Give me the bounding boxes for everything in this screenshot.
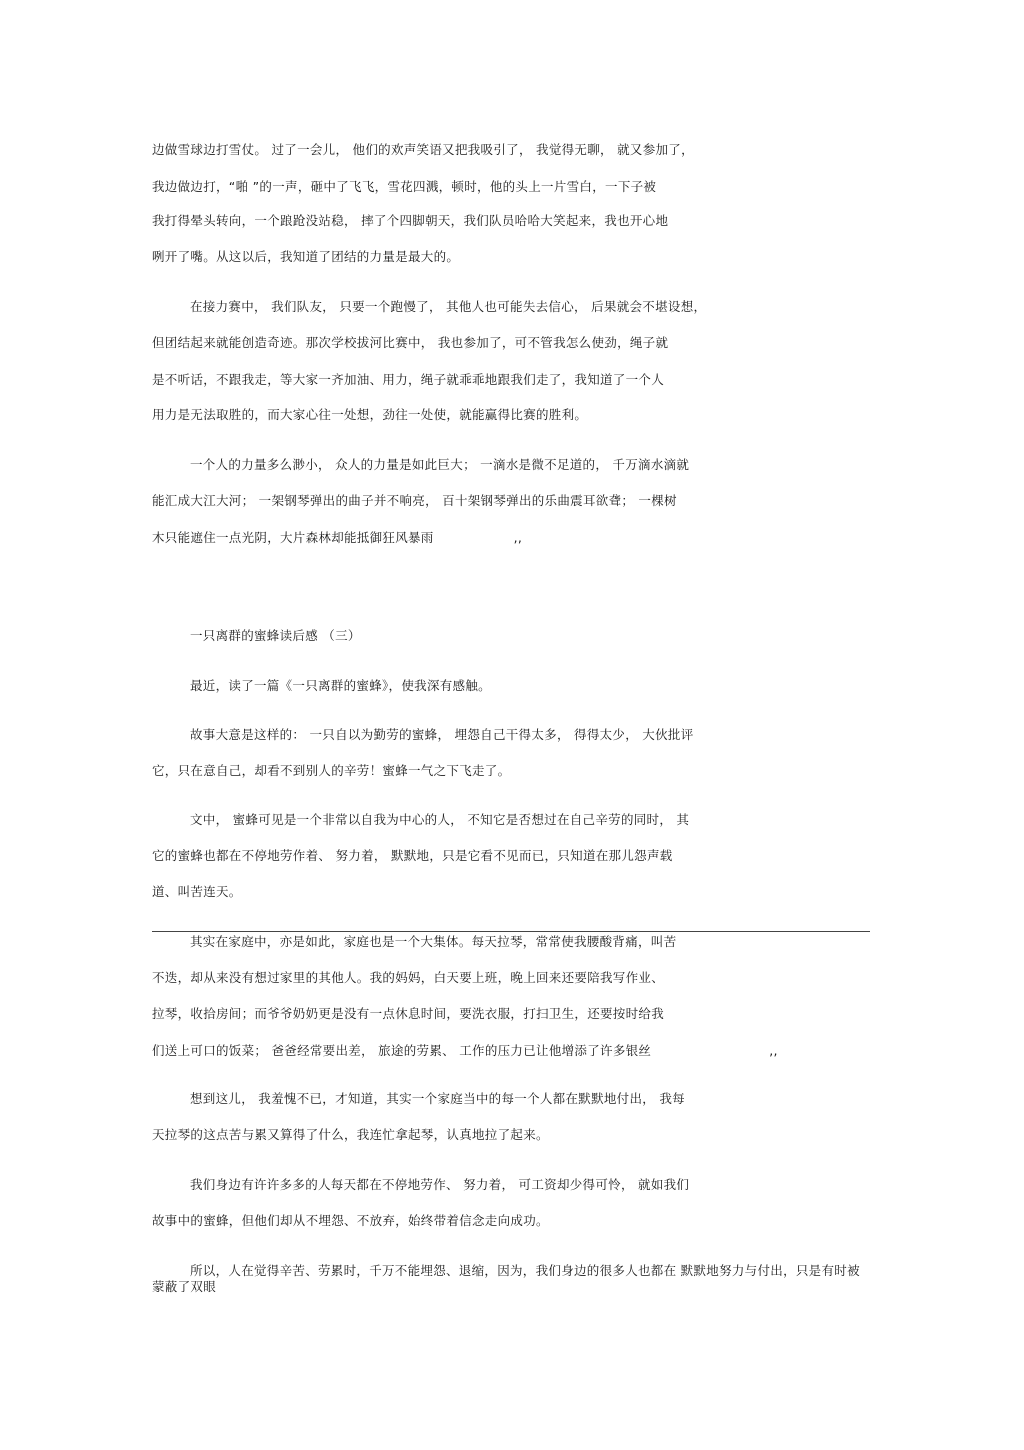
paragraph-7-line-3: 拉琴，收拾房间；而爷爷奶奶更是没有一点休息时间，要洗衣服，打扫卫生，还要按时给我 [152,1006,665,1021]
paragraph-7-line-1: 其实在家庭中，亦是如此，家庭也是一个大集体。每天拉琴，常常使我腰酸背痛，叫苦 [190,934,677,949]
paragraph-4-line-1: 最近，读了一篇《一只离群的蜜蜂》，使我深有感触。 [190,678,491,693]
paragraph-2-line-2: 但团结起来就能创造奇迹。那次学校拔河比赛中， 我也参加了，可不管我怎么使劲，绳子就 [152,335,669,350]
paragraph-8-line-2: 天拉琴的这点苦与累又算得了什么，我连忙拿起琴，认真地拉了起来。 [152,1127,549,1142]
paragraph-10: 所以，人在觉得辛苦、劳累时，千万不能埋怨、退缩，因为，我们身边的很多人也都在 默默地努力与付出，只是有时被蒙蔽了双眼 [152,1263,860,1294]
paragraph-5-line-1: 故事大意是这样的： 一只自以为勤劳的蜜蜂， 埋怨自己干得太多， 得得太少， 大伙批评 [190,727,694,742]
paragraph-2-line-3: 是不听话，不跟我走，等大家一齐加油、用力，绳子就乖乖地跟我们走了，我知道了一个人 [152,372,665,387]
paragraph-9-line-2: 故事中的蜜蜂，但他们却从不埋怨、不放弃，始终带着信念走向成功。 [152,1213,549,1228]
paragraph-5-line-2: 它，只在意自己，却看不到别人的辛劳！蜜蜂一气之下飞走了。 [152,763,511,778]
section-title: 一只离群的蜜蜂读后感 （三） [190,628,361,643]
paragraph-1-line-2: 我边做边打，“啪 ”的一声，砸中了飞飞，雪花四溅，顿时，他的头上一片雪白，一下子被 [152,179,657,194]
paragraph-2-line-1: 在接力赛中， 我们队友， 只要一个跑慢了， 其他人也可能失去信心， 后果就会不堪设想， [190,299,707,314]
paragraph-7-line-2: 不迭，却从来没有想过家里的其他人。我的妈妈，白天要上班，晚上回来还要陪我写作业、 [152,970,665,985]
paragraph-3-line-1: 一个人的力量多么渺小， 众人的力量是如此巨大； 一滴水是微不足道的， 千万滴水滴就 [190,457,690,472]
paragraph-7-line-4-text: 们送上可口的饭菜； 爸爸经常要出差， 旅途的劳累、 工作的压力已让他增添了许多银丝 [152,1043,652,1058]
paragraph-7-tail: ,, [769,1043,778,1058]
paragraph-3-line-2: 能汇成大江大河； 一架钢琴弹出的曲子并不响亮， 百十架钢琴弹出的乐曲震耳欲聋； 一棵树 [152,493,677,508]
paragraph-1-line-4: 咧开了嘴。从这以后，我知道了团结的力量是最大的。 [152,249,460,264]
horizontal-divider [152,931,870,932]
paragraph-3-line-3 [152,530,522,546]
paragraph-6-line-1: 文中， 蜜蜂可见是一个非常以自我为中心的人， 不知它是否想过在自己辛劳的同时， 其 [190,812,690,827]
paragraph-3-line-3-text: 木只能遮住一点光阴，大片森林却能抵御狂风暴雨 [152,530,434,545]
paragraph-1-line-3: 我打得晕头转向，一个踉跄没站稳， 摔了个四脚朝天，我们队员哈哈大笑起来，我也开心地 [152,213,669,228]
paragraph-3-tail: ,, [513,530,523,545]
paragraph-6-line-2: 它的蜜蜂也都在不停地劳作着、 努力着， 默默地，只是它看不见而已，只知道在那儿怨声载 [152,848,673,863]
paragraph-9-line-1: 我们身边有许许多多的人每天都在不停地劳作、 努力着， 可工资却少得可怜， 就如我们 [190,1177,690,1192]
paragraph-8-line-1: 想到这儿， 我羞愧不已，才知道，其实一个家庭当中的每一个人都在默默地付出， 我每 [190,1091,685,1106]
paragraph-6-line-3: 道、叫苦连天。 [152,884,242,899]
paragraph-1-line-1: 边做雪球边打雪仗。 过了一会儿， 他们的欢声笑语又把我吸引了， 我觉得无聊， 就又参加了， [152,142,694,157]
paragraph-7-line-4 [152,1043,778,1059]
paragraph-2-line-4: 用力是无法取胜的，而大家心往一处想，劲往一处使，就能赢得比赛的胜利。 [152,407,588,422]
